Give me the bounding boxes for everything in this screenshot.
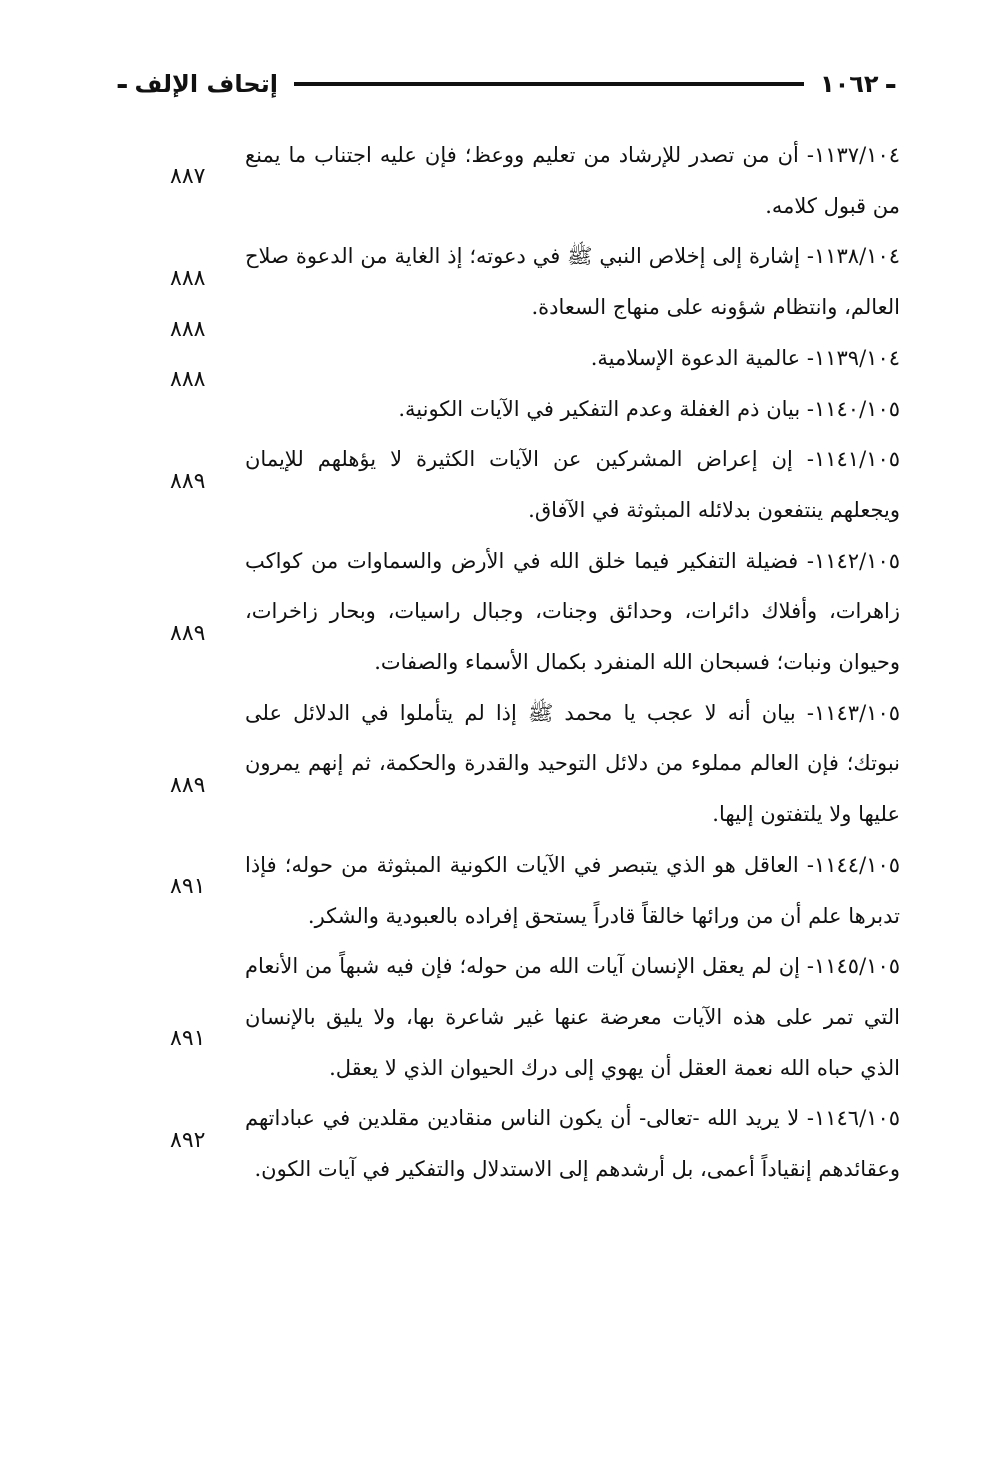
entry-text: ١١٣٩/١٠٤- عالمية الدعوة الإسلامية.	[590, 345, 900, 370]
entry-text: ١١٤٤/١٠٥- العاقل هو الذي يتبصر في الآيات الكونية المبثوثة من حوله؛ فإذا تدبرها علم أن من ورائها خالقاً قادراً يستحق إفراده بالعبودية والشكر.	[245, 852, 900, 928]
page-number: ١٠٦٢	[819, 70, 879, 98]
index-entry	[0, 536, 1003, 688]
page-reference: ٨٩٢	[170, 1127, 206, 1153]
index-entry	[0, 1093, 1003, 1194]
index-entry	[0, 941, 1003, 1093]
page-reference: ٨٨٨	[170, 367, 206, 393]
entry-text: ١١٤٢/١٠٥- فضيلة التفكير فيما خلق الله في الأرض والسماوات من كواكب زاهرات، وأفلاك دائرات، وحدائق وجنات، وجبال راسيات، وبحار زاخرات، وحيوان ونبات؛ فسبحان الله المنفرد بكمال الأسماء والصفات.	[245, 548, 900, 675]
index-entry	[0, 434, 1003, 535]
entry-text: ١١٤٦/١٠٥- لا يريد الله -تعالى- أن يكون الناس منقادين مقلدين في عباداتهم وعقائدهم إنقياداً أعمى، بل أرشدهم إلى الاستدلال والتفكير في آيات الكون.	[245, 1106, 900, 1182]
header-dash-right: -	[884, 66, 897, 102]
entry-text: ١١٤٠/١٠٥- بيان ذم الغفلة وعدم التفكير في الآيات الكونية.	[398, 396, 900, 421]
running-title: إتحاف الإلف	[134, 70, 278, 98]
entry-text: ١١٤٣/١٠٥- بيان أنه لا عجب يا محمد ﷺ إذا لم يتأملوا في الدلائل على نبوتك؛ فإن العالم مملوء من دلائل التوحيد والقدرة والحكمة، ثم إنهم يمرون عليها ولا يلتفتون إليها.	[245, 700, 900, 827]
page-reference: ٨٨٨	[170, 265, 206, 291]
page-header	[110, 64, 903, 104]
index-entry	[0, 231, 1003, 332]
page-reference: ٨٨٧	[170, 164, 206, 190]
entry-text: ١١٤٥/١٠٥- إن لم يعقل الإنسان آيات الله من حوله؛ فإن فيه شبهاً من الأنعام التي تمر على هذه الآيات معرضة عنها غير شاعرة بها، ولا يليق بالإنسان الذي حباه الله نعمة العقل أن يهوي إلى درك الحيوان الذي لا يعقل.	[245, 954, 900, 1080]
page-reference: ٨٩١	[170, 874, 206, 900]
entry-text: ١١٣٧/١٠٤- أن من تصدر للإرشاد من تعليم ووعظ؛ فإن عليه اجتناب ما يمنع من قبول كلامه.	[245, 143, 900, 218]
index-entry	[0, 130, 1003, 231]
header-dash-left: -	[116, 66, 129, 102]
index-entry	[0, 316, 1003, 384]
entry-text: ١١٣٨/١٠٤- إشارة إلى إخلاص النبي ﷺ في دعوته؛ إذ الغاية من الدعوة صلاح العالم، وانتظام شؤونه على منهاج السعادة.	[245, 244, 900, 320]
entry-text: ١١٤١/١٠٥- إن إعراض المشركين عن الآيات الكثيرة لا يؤهلهم للإيمان ويجعلهم ينتفعون بدلائله المبثوثة في الآفاق.	[245, 447, 900, 522]
page-reference: ٨٨٩	[170, 468, 206, 494]
index-entry	[0, 367, 1003, 435]
header-rule	[294, 82, 804, 86]
index-entries	[0, 130, 1003, 1195]
page-reference: ٨٨٨	[170, 316, 206, 342]
index-entry	[0, 840, 1003, 941]
page-reference: ٨٨٩	[170, 772, 206, 798]
index-entry	[0, 688, 1003, 840]
page-reference: ٨٨٩	[170, 620, 206, 646]
page-reference: ٨٩١	[170, 1026, 206, 1052]
